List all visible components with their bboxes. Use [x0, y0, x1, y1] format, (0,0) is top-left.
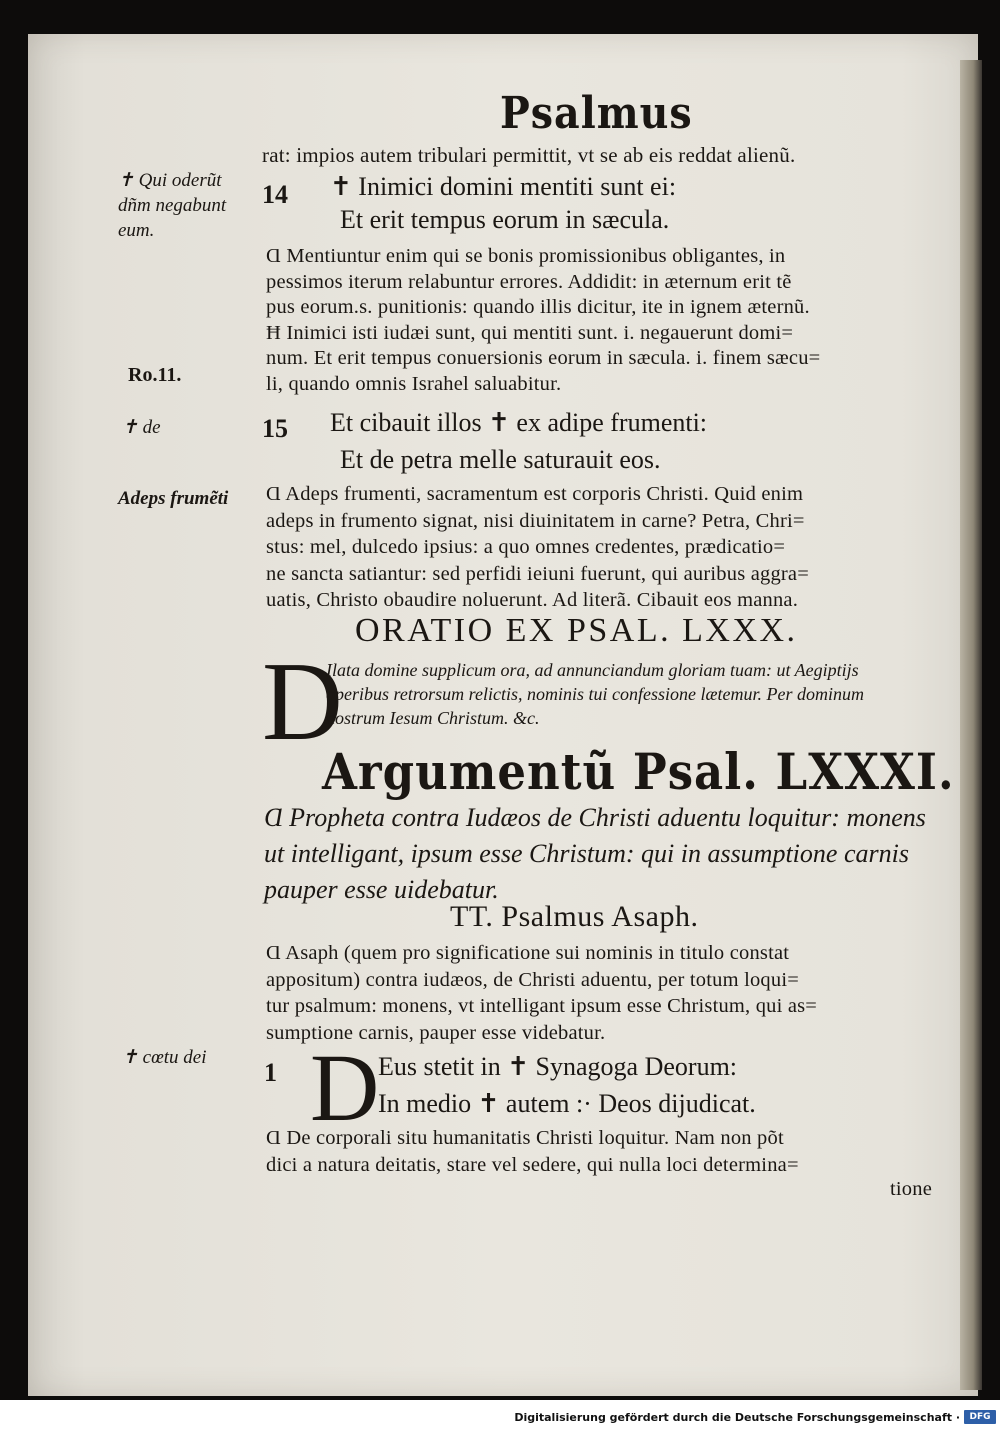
verse-number: 14 — [262, 180, 288, 209]
commentary-line: Ɑ Asaph (quem pro significatione sui nominis in titulo constat — [266, 942, 790, 964]
verse-text: Eus stetit in ✝ Synagoga Deorum: — [378, 1052, 738, 1081]
commentary-line: pus eorum.s. punitionis: quando illis dicitur, ite in ignem æternũ. — [266, 296, 810, 318]
margin-note-5: ✝ cœtu dei — [122, 1047, 207, 1068]
commentary-line: num. Et erit tempus conuersionis eorum in sæcula. i. finem sæcu= — [266, 347, 821, 369]
margin-note-1 — [118, 168, 226, 243]
oratio-title: ORATIO EX PSAL. LXXX. — [355, 612, 798, 649]
commentary-line: sumptione carnis, pauper esse videbatur. — [266, 1021, 606, 1044]
commentary-line: ne sancta satiantur: sed perfidi ieiuni fuerunt, qui auribus aggra= — [266, 562, 809, 585]
argumentum-line: Ɑ Propheta contra Iudæos de Christi aduentu loquitur: monens — [264, 803, 926, 832]
argumentum-line: pauper esse uidebatur. — [264, 875, 499, 904]
verse-text: Et de petra melle saturauit eos. — [340, 445, 661, 474]
commentary-line: stus: mel, dulcedo ipsius: a quo omnes credentes, prædicatio= — [266, 536, 786, 558]
verse-text: In medio ✝ autem :· Deos dijudicat. — [378, 1089, 756, 1118]
drop-cap: D — [310, 1034, 380, 1141]
argumentum-line: ut intelligant, ipsum esse Christum: qui in assumptione carnis — [264, 839, 909, 868]
psalm-heading: TT. Psalmus Asaph. — [450, 900, 699, 933]
footer-credit: Digitalisierung gefördert durch die Deutsche Forschungsgemeinschaft · — [514, 1411, 960, 1424]
commentary-line: Ħ Inimici isti iudæi sunt, qui mentiti sunt. i. negauerunt domi= — [266, 321, 794, 344]
margin-note-2: Ro.11. — [128, 364, 182, 386]
verse-text: Et cibauit illos ✝ ex adipe frumenti: — [330, 408, 708, 437]
dfg-logo-icon: DFG — [964, 1410, 996, 1424]
commentary-line: pessimos iterum relabuntur errores. Addidit: in æternum erit tẽ — [266, 270, 792, 293]
argumentum-text — [264, 800, 926, 908]
verse-text: ✝ Inimici domini mentiti sunt ei: — [330, 172, 677, 201]
commentary-line: Ɑ Adeps frumenti, sacramentum est corporis Christi. Quid enim — [266, 483, 804, 505]
commentary-line: uatis, Christo obaudire noluerunt. Ad literã. Cibauit eos manna. — [266, 589, 799, 611]
drop-cap: D — [262, 640, 343, 764]
commentary-line: Ɑ Mentiuntur enim qui se bonis promissionibus obligantes, in — [266, 245, 786, 267]
argumentum-title: Argumentũ Psal. LXXXI. — [322, 742, 955, 801]
verse-number: 1 — [264, 1058, 277, 1087]
commentary-block — [266, 940, 817, 1046]
margin-note-line: ✝ Qui oderũt — [118, 170, 222, 191]
continuation-line: rat: impios autem tribulari permittit, vt se ab eis reddat alienũ. — [262, 143, 796, 167]
margin-note-3: ✝ de — [122, 417, 161, 438]
commentary-line: Ɑ De corporali situ humanitatis Christi loquitur. Nam non põt — [266, 1127, 784, 1149]
commentary-line: li, quando omnis Israhel saluabitur. — [266, 372, 562, 395]
commentary-block — [266, 1125, 799, 1178]
commentary-block — [266, 481, 809, 614]
margin-note-line: eum. — [118, 220, 155, 241]
oratio-text — [326, 658, 864, 730]
commentary-line: dici a natura deitatis, stare vel sedere, qui nulla loci determina= — [266, 1153, 799, 1176]
margin-note-4: Adeps frumẽti — [118, 488, 229, 509]
oratio-line: Ilata domine supplicum ora, ad annunciandum gloriam tuam: ut Aegiptijs — [326, 660, 859, 680]
commentary-line: adeps in frumento signat, nisi diuinitatem in carne? Petra, Chri= — [266, 509, 805, 532]
commentary-block — [266, 244, 820, 397]
oratio-line: nostrum Iesum Christum. &c. — [326, 708, 540, 728]
commentary-line: appositum) contra iudæos, de Christi aduentu, per totum loqui= — [266, 968, 799, 991]
oratio-line: operibus retrorsum relictis, nominis tui confessione lætemur. Per dominum — [326, 684, 864, 704]
margin-note-line: dñm negabunt — [118, 195, 227, 216]
verse-number: 15 — [262, 414, 288, 443]
verse-text: Et erit tempus eorum in sæcula. — [340, 205, 670, 234]
commentary-line: tur psalmum: monens, vt intelligant ipsum esse Christum, qui as= — [266, 995, 818, 1017]
footer-bar — [0, 1406, 1000, 1429]
running-title: Psalmus — [500, 88, 693, 139]
page-edge-shadow — [960, 60, 982, 1390]
catchword: tione — [890, 1178, 932, 1200]
